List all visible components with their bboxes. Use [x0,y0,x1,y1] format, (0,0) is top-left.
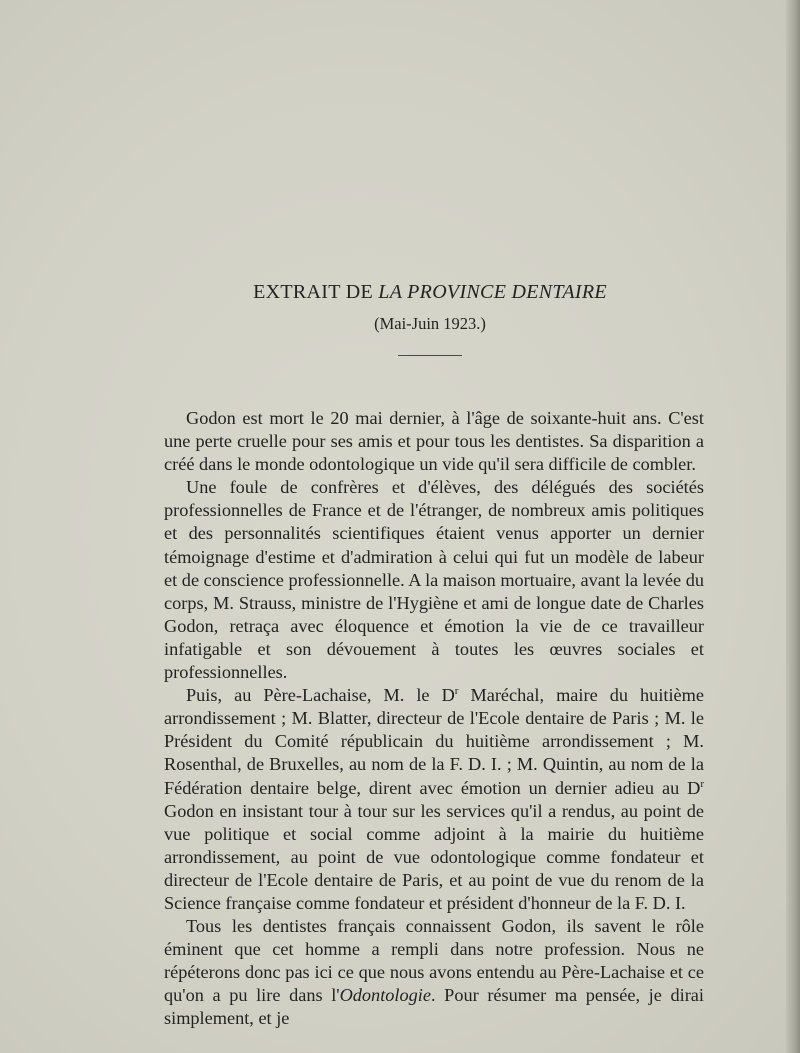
paragraph-4-text-b: . Pour résumer ma pensée, je dirai simplement, et je [164,985,704,1029]
doctor-superscript: r [454,685,459,698]
paragraph-4-text-a: Tous les dentistes français connaissent Godon, ils savent le rôle éminent que cet homme a rempli dans notre profession. Nous ne répéterons donc pas ici ce que nous avons entendu au Père-Lachaise et ce qu'on a pu lire dans l' [164,916,704,1006]
article-date: (Mai-Juin 1923.) [374,314,486,333]
heading-journal-title: LA PROVINCE DENTAIRE [378,281,607,303]
journal-name-odontologie: Odontologie [339,985,431,1006]
heading-prefix: EXTRAIT DE [253,281,373,303]
separator-rule [398,355,462,356]
article-body [164,407,704,1031]
paragraph-3-text-c: Godon en insistant tour à tour sur les services qu'il a rendus, au point de vue politique et social comme adjoint à la mairie du huitième arrondissement, au point de vue odontologique comme fondateur et directeur de l'Ecole dentaire de Paris, et au point de vue du renom de la Science française comme fondateur et président d'honneur de la F. D. I. [164,800,704,913]
doctor-superscript: r [700,777,704,790]
paragraph-2: Une foule de confrères et d'élèves, des délégués des sociétés professionnelles de France et de l'étranger, de nombreux amis politiques et des personnalités scientifiques étaient venus apporter un dernier témoignage d'estime et d'admiration à celui qui fut un modèle de labeur et de conscience professionnelle. A la maison mortuaire, avant la levée du corps, M. Strauss, ministre de l'Hygiène et ami de longue date de Charles Godon, retraça avec éloquence et émotion la vie de ce travailleur infatigable et son dévouement à toutes les œuvres sociales et professionnelles. [164,477,704,683]
article-heading [0,280,800,304]
page-edge-shadow [786,0,800,1053]
paragraph-3-text-a: Puis, au Père-Lachaise, M. le D [186,685,455,706]
paragraph-4 [164,915,704,1030]
paragraph-3 [164,684,704,915]
paragraph-3-text-b: Maréchal, maire du huitième arrondissement ; M. Blatter, directeur de l'Ecole dentaire de Paris ; M. le Président du Comité républicain du huitième arrondissement ; M. Rosenthal, de Bruxelles, au nom de la F. D. I. ; M. Quintin, au nom de la Fédération dentaire belge, dirent avec émotion un dernier adieu au D [164,685,705,798]
paragraph-1: Godon est mort le 20 mai dernier, à l'âge de soixante-huit ans. C'est une perte cruelle pour ses amis et pour tous les dentistes. Sa disparition a créé dans le monde odontologique un vide qu'il sera difficile de combler. [164,408,704,475]
